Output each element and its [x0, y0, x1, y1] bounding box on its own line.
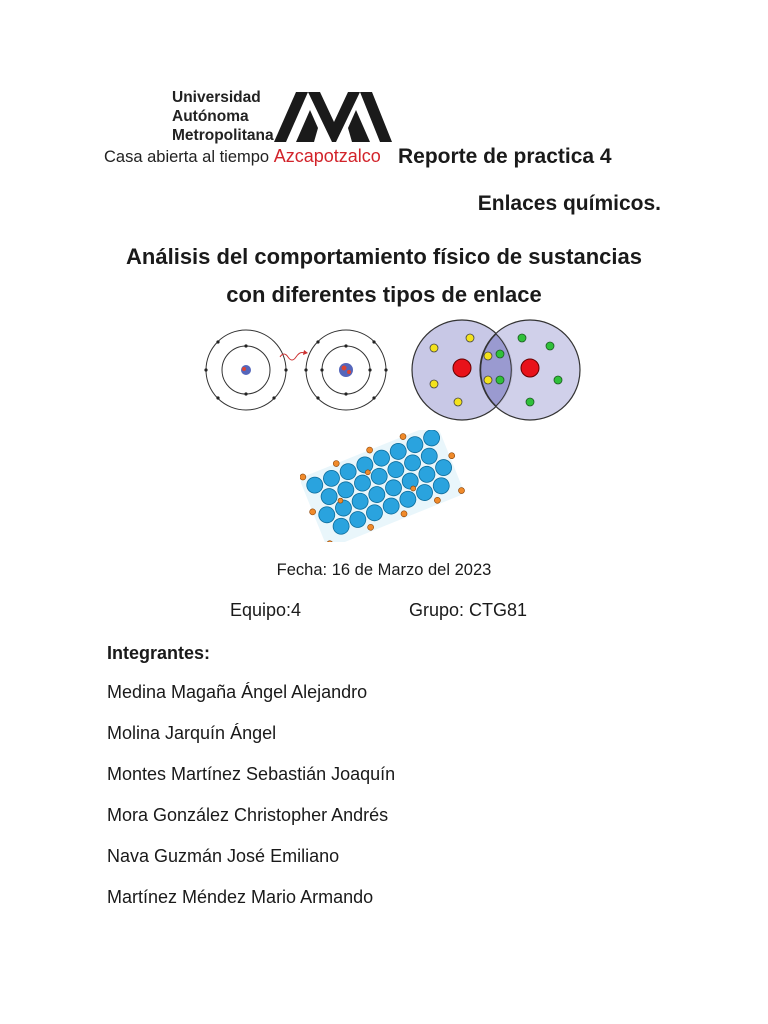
- logo-line-3: Metropolitana: [172, 127, 274, 144]
- logo-tagline: [104, 146, 381, 167]
- main-title-line-1: Análisis del comportamiento físico de sustancias: [126, 244, 642, 269]
- members-title: Integrantes:: [107, 643, 211, 663]
- report-title: Reporte de practica 4: [398, 145, 612, 168]
- member-item: Mora González Christopher Andrés: [107, 805, 389, 825]
- member-item: Medina Magaña Ángel Alejandro: [107, 682, 368, 702]
- main-title-line-2: con diferentes tipos de enlace: [226, 282, 542, 307]
- nucleus-right: [339, 363, 353, 377]
- date-line: Fecha: 16 de Marzo del 2023: [276, 561, 492, 579]
- main-title: [0, 238, 768, 314]
- logo-line-2: Autónoma: [172, 108, 249, 125]
- metallic-lattice-illustration: [300, 430, 465, 542]
- report-subtitle: Enlaces químicos.: [477, 192, 661, 215]
- university-logo: [104, 88, 394, 178]
- member-item: Nava Guzmán José Emiliano: [107, 846, 340, 866]
- member-item: Martínez Méndez Mario Armando: [107, 887, 374, 907]
- logo-line-1: Universidad: [172, 89, 261, 106]
- member-item: Molina Jarquín Ángel: [107, 723, 277, 743]
- electron-transfer-illustration: [204, 325, 394, 415]
- team-label: Equipo:4: [230, 600, 302, 620]
- member-item: Montes Martínez Sebastián Joaquín: [107, 764, 396, 784]
- group-label: Grupo: CTG81: [409, 600, 528, 620]
- logo-campus: Azcapotzalco: [273, 146, 381, 166]
- covalent-bond-illustration: [410, 318, 582, 422]
- uam-logo-icon: [274, 90, 392, 142]
- logo-tagline-text: Casa abierta al tiempo: [104, 148, 270, 166]
